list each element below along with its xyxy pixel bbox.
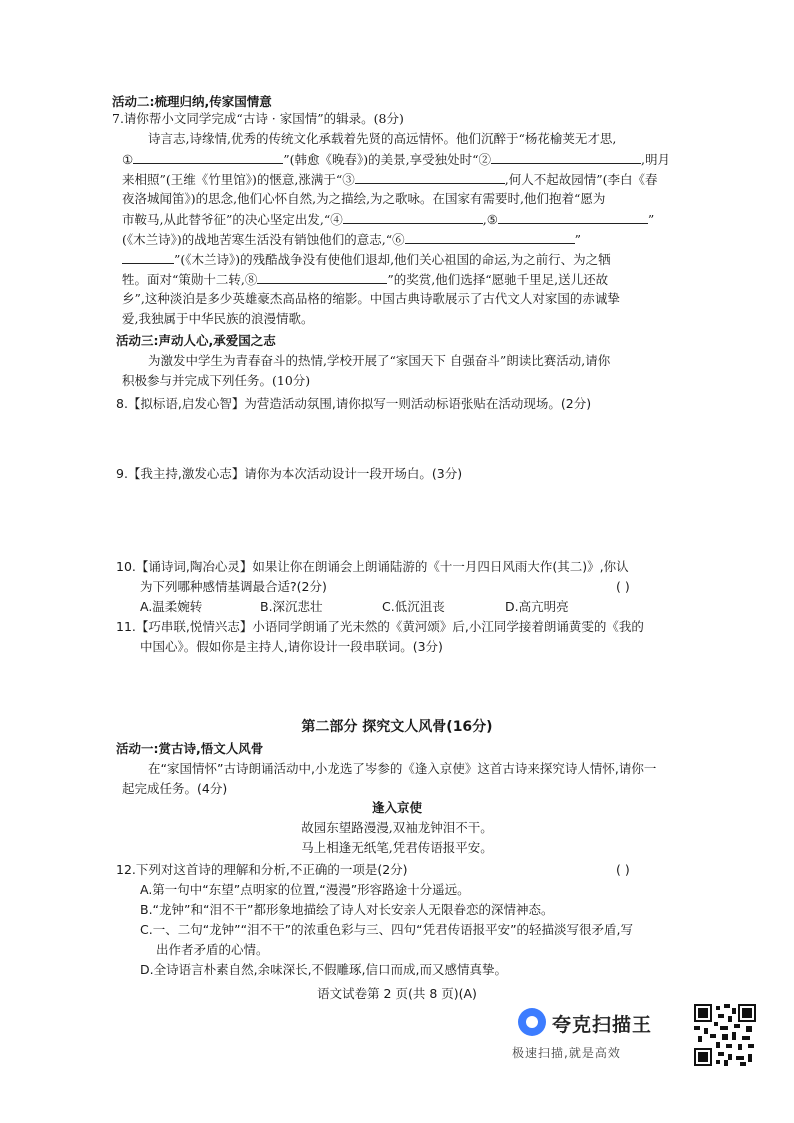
q12-option-a[interactable]: A.第一句中“东望”点明家的位置,“漫漫”形容路途十分遥远。 — [140, 882, 470, 897]
q7-line-5-end: ” — [647, 212, 655, 227]
q10-answer-paren[interactable]: ( ) — [616, 579, 630, 594]
q10-stem-1: 10.【诵诗词,陶冶心灵】如果让你在朗诵会上朗诵陆游的《十一月四日风雨大作(其二)》,你认 — [116, 559, 629, 574]
q7-line-5-mid: ,⑤ — [482, 212, 498, 227]
q12-option-d[interactable]: D.全诗语言朴素自然,余味深长,不假雕琢,信口而成,而又感情真挚。 — [140, 962, 507, 977]
q7-line-6-text: (《木兰诗》)的战地苦寒生活没有销蚀他们的意志,“⑥ — [122, 232, 405, 247]
activity-3-intro-2: 积极参与并完成下列任务。(10分) — [122, 373, 311, 388]
poem-line-1: 故园东望路漫漫,双袖龙钟泪不干。 — [301, 820, 493, 835]
page-footer: 语文试卷第 2 页(共 8 页)(A) — [317, 986, 477, 1001]
q11-stem-1: 11.【巧串联,悦情兴志】小语同学朗诵了光未然的《黄河颂》后,小江同学接着朗诵黄雯的《我的 — [116, 619, 644, 634]
q7-stem: 7.请你帮小文同学完成“古诗 · 家国情”的辑录。(8分) — [112, 111, 404, 126]
q7-line-5 — [122, 211, 654, 228]
blank-8[interactable] — [257, 271, 387, 284]
qr-code-icon — [694, 1004, 756, 1066]
q12-option-c-1[interactable]: C.一、二句“龙钟”“泪不干”的浓重色彩与三、四句“凭君传语报平安”的轻描淡写很矛盾,写 — [140, 922, 634, 937]
q7-line-6 — [122, 231, 581, 248]
activity-3-intro-1: 为激发中学生为青春奋斗的热情,学校开展了“家国天下 自强奋斗”朗读比赛活动,请你 — [148, 353, 611, 368]
q7-line-10: 爱,我独属于中华民族的浪漫情歌。 — [122, 311, 314, 326]
blank-1-label: ① — [122, 152, 134, 167]
q7-line-2-end: ,明月 — [640, 152, 670, 167]
q7-line-7-text: ”(《木兰诗》)的残酷战争没有使他们退却,他们关心祖国的命运,为之前行、为之牺 — [174, 252, 611, 267]
blank-6[interactable] — [405, 231, 575, 244]
part2-activity-1-intro-2: 起完成任务。(4分) — [122, 781, 228, 796]
q8-stem: 8.【拟标语,启发心智】为营造活动氛围,请你拟写一则活动标语张贴在活动现场。(2分) — [116, 396, 592, 411]
poem-title: 逢入京使 — [371, 800, 422, 815]
blank-7[interactable] — [122, 251, 174, 264]
q7-line-2-text: ”(韩愈《晚春》)的美景,享受独处时“② — [283, 152, 491, 167]
blank-2[interactable] — [491, 151, 641, 164]
q10-option-c[interactable]: C.低沉沮丧 — [382, 599, 445, 614]
activity-2-title: 活动二:梳理归纳,传家国情意 — [112, 94, 272, 109]
q12-answer-paren[interactable]: ( ) — [616, 862, 630, 877]
q7-line-7 — [122, 251, 611, 268]
q10-option-d[interactable]: D.高亢明亮 — [505, 599, 569, 614]
part2-activity-1-title: 活动一:赏古诗,悟文人风骨 — [116, 741, 264, 756]
blank-5[interactable] — [498, 211, 648, 224]
q10-stem-2: 为下列哪种感情基调最合适?(2分) — [140, 579, 327, 594]
q12-option-c-2: 出作者矛盾的心情。 — [156, 942, 269, 957]
scanner-logo-icon — [518, 1008, 546, 1036]
poem-line-2: 马上相逢无纸笔,凭君传语报平安。 — [301, 840, 493, 855]
q7-line-9: 乡”,这种淡泊是多少英雄豪杰高品格的缩影。中国古典诗歌展示了古代文人对家国的赤诚挚 — [122, 291, 620, 306]
blank-3[interactable] — [355, 171, 505, 184]
q11-stem-2: 中国心》。假如你是主持人,请你设计一段串联词。(3分) — [140, 639, 443, 654]
q7-line-8 — [122, 271, 608, 288]
q12-option-b[interactable]: B.“龙钟”和“泪不干”都形象地描绘了诗人对长安亲人无限眷恋的深情神态。 — [140, 902, 554, 917]
blank-4[interactable] — [343, 211, 483, 224]
q7-line-8-text: 牲。面对“策勋十二转,⑧ — [122, 272, 258, 287]
part-2-title: 第二部分 探究文人风骨(16分) — [301, 719, 493, 735]
activity-3-title: 活动三:声动人心,承爱国之志 — [116, 333, 276, 348]
q10-option-b[interactable]: B.深沉悲壮 — [260, 599, 323, 614]
q9-stem: 9.【我主持,激发心志】请你为本次活动设计一段开场白。(3分) — [116, 466, 463, 481]
scanner-watermark — [512, 1006, 688, 1070]
q7-line-4: 夜洛城闻笛》)的思念,他们心怀自然,为之描绘,为之歌咏。在国家有需要时,他们抱着“愿为 — [122, 191, 606, 206]
q7-line-6-end: ” — [574, 232, 582, 247]
q7-line-3-end: ,何人不起故园情”(李白《春 — [504, 172, 658, 187]
q12-stem: 12.下列对这首诗的理解和分析,不正确的一项是(2分) — [116, 862, 408, 877]
q7-line-1: 诗言志,诗缘情,优秀的传统文化承载着先贤的高远情怀。他们沉醉于“杨花榆荚无才思, — [148, 131, 617, 146]
q7-line-8-end: ”的奖赏,他们选择“愿驰千里足,送儿还故 — [387, 272, 609, 287]
blank-1[interactable] — [133, 151, 283, 164]
q7-line-5-text: 市鞍马,从此替爷征”的决心坚定出发,“④ — [122, 212, 343, 227]
q7-line-3-text: 来相照”(王维《竹里馆》)的惬意,涨满于“③ — [122, 172, 355, 187]
q10-option-a[interactable]: A.温柔婉转 — [140, 599, 203, 614]
q7-line-2 — [122, 151, 670, 168]
part2-activity-1-intro-1: 在“家国情怀”古诗朗诵活动中,小龙选了岑参的《逢入京使》这首古诗来探究诗人情怀,请你一 — [148, 761, 657, 776]
scanner-brand: 夸克扫描王 — [552, 1014, 653, 1036]
q7-line-3 — [122, 171, 658, 188]
scanner-tagline: 极速扫描,就是高效 — [512, 1046, 621, 1060]
